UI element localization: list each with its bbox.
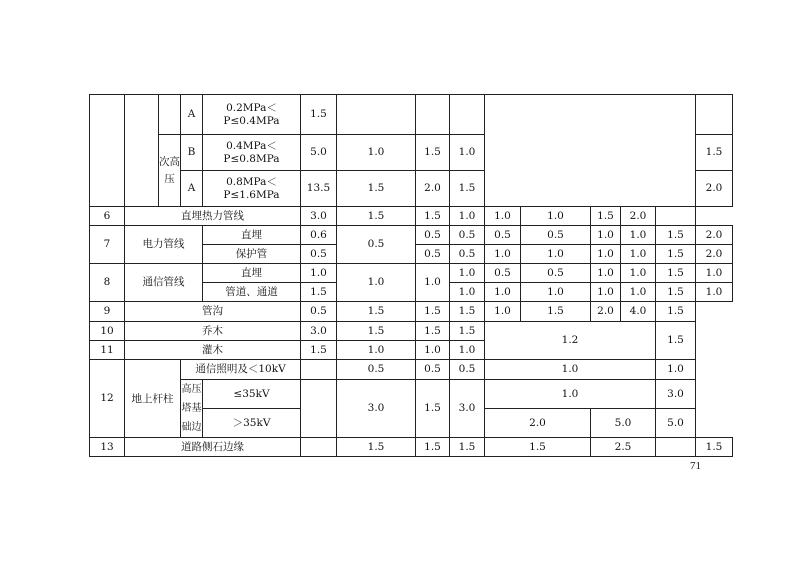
- value-cell: 1.0: [621, 245, 656, 264]
- value-cell: [337, 95, 416, 135]
- value-cell: 1.0: [521, 283, 591, 302]
- value-cell: 1.5: [416, 380, 450, 438]
- item-name: 道路侧石边缘: [125, 438, 301, 457]
- item-name: 乔木: [125, 322, 301, 341]
- value-cell: [301, 438, 337, 457]
- value-cell: 1.5: [696, 438, 733, 457]
- row-number: 7: [90, 226, 125, 264]
- value-cell: 0.5: [521, 264, 591, 283]
- value-cell: 5.0: [591, 409, 656, 438]
- value-cell: 1.5: [591, 207, 621, 226]
- item-name: 管沟: [125, 302, 301, 322]
- value-cell: 1.0: [337, 341, 416, 360]
- value-cell: 1.5: [416, 322, 450, 341]
- value-cell: 1.0: [337, 135, 416, 171]
- value-cell: 1.5: [450, 171, 485, 207]
- value-cell: 5.0: [301, 135, 337, 171]
- empty-cell: [485, 95, 696, 207]
- value-cell: 1.0: [485, 245, 521, 264]
- value-cell: 1.0: [656, 360, 696, 380]
- value-cell: 2.0: [696, 171, 733, 207]
- value-cell: 1.2: [485, 322, 656, 360]
- pressure-range-cell: 0.4MPa＜P≤0.8MPa: [203, 135, 301, 171]
- value-cell: 1.0: [521, 245, 591, 264]
- row-number: 11: [90, 341, 125, 360]
- sub-item: ＞35kV: [203, 409, 301, 438]
- value-cell: 0.5: [301, 302, 337, 322]
- value-cell: [301, 360, 337, 380]
- value-cell: 1.5: [337, 171, 416, 207]
- value-cell: 1.5: [337, 322, 416, 341]
- value-cell: 1.0: [416, 341, 450, 360]
- value-cell: 1.0: [485, 380, 656, 409]
- table-row: [90, 207, 733, 226]
- value-cell: 1.5: [416, 135, 450, 171]
- value-cell: 0.5: [416, 226, 450, 245]
- value-cell: 1.0: [485, 302, 521, 322]
- value-cell: 1.0: [621, 226, 656, 245]
- clearance-table: [89, 94, 733, 457]
- value-cell: 1.5: [301, 95, 337, 135]
- value-cell: 1.0: [416, 264, 450, 302]
- value-cell: [656, 438, 696, 457]
- value-cell: 4.0: [621, 302, 656, 322]
- sub-item: 通信照明及＜10kV: [181, 360, 301, 380]
- value-cell: 0.5: [337, 360, 416, 380]
- value-cell: 1.0: [301, 264, 337, 283]
- item-name: 灌木: [125, 341, 301, 360]
- value-cell: 1.0: [591, 245, 621, 264]
- value-cell: 1.0: [696, 283, 733, 302]
- row-number: 9: [90, 302, 125, 322]
- row-number: 13: [90, 438, 125, 457]
- value-cell: 1.0: [450, 264, 485, 283]
- value-cell: 1.5: [656, 302, 696, 322]
- table-row: [90, 360, 733, 380]
- value-cell: 1.0: [450, 283, 485, 302]
- value-cell: 1.0: [485, 360, 656, 380]
- value-cell: 3.0: [337, 380, 416, 438]
- value-cell: 3.0: [450, 380, 485, 438]
- value-cell: 1.5: [450, 302, 485, 322]
- value-cell: [656, 207, 696, 226]
- value-cell: 0.5: [485, 264, 521, 283]
- value-cell: 2.0: [416, 171, 450, 207]
- tower-foundation-label: 高压塔基础边: [181, 380, 203, 438]
- value-cell: 1.5: [450, 322, 485, 341]
- value-cell: 2.0: [485, 409, 591, 438]
- value-cell: 2.0: [591, 302, 621, 322]
- sub-item: 管道、通道: [203, 283, 301, 302]
- value-cell: 2.0: [621, 207, 656, 226]
- value-cell: 1.5: [656, 226, 696, 245]
- value-cell: 2.0: [696, 245, 733, 264]
- value-cell: 5.0: [656, 409, 696, 438]
- value-cell: 1.0: [621, 264, 656, 283]
- value-cell: 1.0: [521, 207, 591, 226]
- table-row: [90, 322, 733, 341]
- value-cell: 1.5: [337, 302, 416, 322]
- value-cell: 1.0: [485, 207, 521, 226]
- row-number: 8: [90, 264, 125, 302]
- value-cell: 1.5: [416, 207, 450, 226]
- item-name: 通信管线: [125, 264, 203, 302]
- row-number: 12: [90, 360, 125, 438]
- value-cell: 1.0: [591, 226, 621, 245]
- empty-cell: [159, 95, 181, 135]
- value-cell: 3.0: [301, 207, 337, 226]
- value-cell: 1.5: [337, 207, 416, 226]
- value-cell: 0.5: [301, 245, 337, 264]
- class-cell: A: [181, 171, 203, 207]
- class-cell: A: [181, 95, 203, 135]
- value-cell: 1.5: [337, 438, 416, 457]
- empty-cell: [125, 95, 159, 207]
- value-cell: 0.5: [450, 245, 485, 264]
- value-cell: 1.5: [416, 302, 450, 322]
- value-cell: [301, 380, 337, 438]
- sub-item: 直埋: [203, 264, 301, 283]
- sub-item: ≤35kV: [203, 380, 301, 409]
- value-cell: 1.0: [337, 264, 416, 302]
- subhigh-pressure-label: 次高压: [159, 135, 181, 207]
- item-name: 直埋热力管线: [125, 207, 301, 226]
- value-cell: 0.5: [450, 226, 485, 245]
- class-cell: B: [181, 135, 203, 171]
- table-row: [90, 95, 733, 135]
- value-cell: 1.0: [450, 207, 485, 226]
- row-number: 10: [90, 322, 125, 341]
- value-cell: [416, 95, 450, 135]
- value-cell: 1.5: [696, 135, 733, 171]
- value-cell: [450, 95, 485, 135]
- table-row: [90, 380, 733, 409]
- value-cell: 0.5: [416, 360, 450, 380]
- value-cell: 1.0: [621, 283, 656, 302]
- value-cell: 1.5: [656, 322, 696, 360]
- value-cell: 1.5: [656, 283, 696, 302]
- item-name: 地上杆柱: [125, 360, 181, 438]
- value-cell: 2.0: [696, 226, 733, 245]
- value-cell: 0.5: [450, 360, 485, 380]
- value-cell: 1.5: [301, 341, 337, 360]
- value-cell: 0.5: [337, 226, 416, 264]
- page-number: 71: [690, 460, 701, 472]
- value-cell: 1.5: [416, 438, 450, 457]
- value-cell: 1.0: [591, 283, 621, 302]
- empty-cell: [90, 95, 125, 207]
- value-cell: 1.5: [521, 302, 591, 322]
- value-cell: [696, 95, 733, 135]
- value-cell: 1.5: [656, 264, 696, 283]
- value-cell: 0.5: [521, 226, 591, 245]
- value-cell: 0.5: [416, 245, 450, 264]
- table-row: [90, 438, 733, 457]
- item-name: 电力管线: [125, 226, 203, 264]
- value-cell: 0.6: [301, 226, 337, 245]
- value-cell: 2.5: [591, 438, 656, 457]
- sub-item: 保护管: [203, 245, 301, 264]
- pressure-range-cell: 0.2MPa＜P≤0.4MPa: [203, 95, 301, 135]
- value-cell: 1.5: [301, 283, 337, 302]
- value-cell: 1.0: [591, 264, 621, 283]
- value-cell: 3.0: [301, 322, 337, 341]
- value-cell: 0.5: [485, 226, 521, 245]
- value-cell: 1.0: [696, 264, 733, 283]
- table-row: [90, 302, 733, 322]
- row-number: 6: [90, 207, 125, 226]
- value-cell: 1.5: [450, 438, 485, 457]
- value-cell: 1.5: [656, 245, 696, 264]
- sub-item: 直埋: [203, 226, 301, 245]
- value-cell: 3.0: [656, 380, 696, 409]
- pressure-range-cell: 0.8MPa＜P≤1.6MPa: [203, 171, 301, 207]
- table-row: [90, 226, 733, 245]
- table-row: [90, 264, 733, 283]
- value-cell: 1.0: [450, 341, 485, 360]
- value-cell: 13.5: [301, 171, 337, 207]
- value-cell: 1.0: [485, 283, 521, 302]
- value-cell: 1.0: [450, 135, 485, 171]
- value-cell: 1.5: [485, 438, 591, 457]
